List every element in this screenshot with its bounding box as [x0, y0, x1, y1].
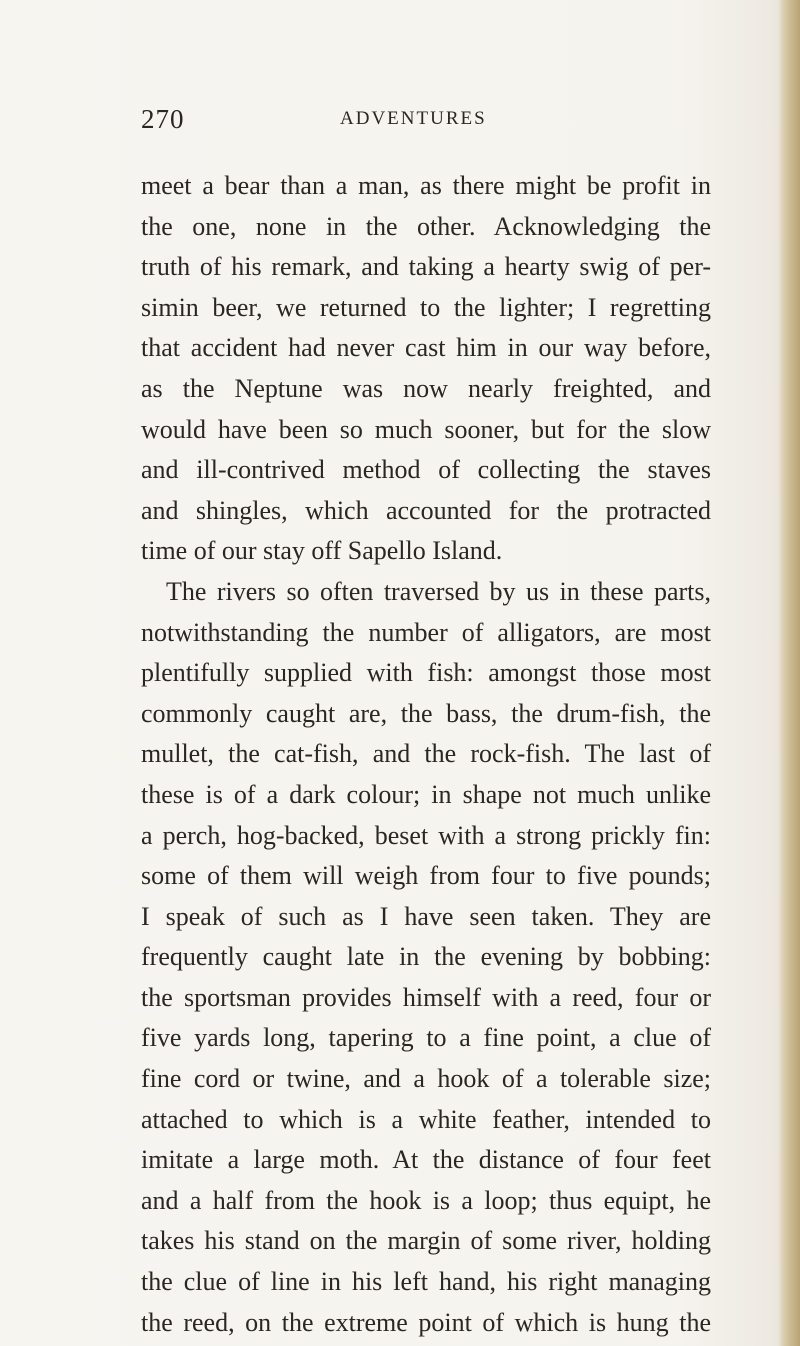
text-line: would have been so much sooner, but for the slow [141, 414, 711, 444]
text-line: some of them will weigh from four to five pounds; [141, 861, 711, 891]
text-line: attached to which is a white feather, intended to [141, 1104, 711, 1134]
text-line: simin beer, we returned to the lighter; I regretting [141, 292, 711, 322]
text-line: frequently caught late in the evening by bobbing: [141, 942, 711, 972]
text-line: mullet, the cat-fish, and the rock-fish. The last of [141, 739, 711, 769]
paragraph-end-line: time of our stay off Sapello Island. [141, 536, 503, 566]
text-line: the reed, on the extreme point of which is hung the [141, 1307, 711, 1337]
text-line: plentifully supplied with fish: amongst those most [141, 658, 711, 688]
page-number: 270 [141, 104, 185, 134]
text-line: and shingles, which accounted for the protracted [141, 495, 711, 525]
text-line: that accident had never cast him in our way before, [141, 333, 711, 363]
text-line: and a half from the hook is a loop; thus equipt, he [141, 1185, 711, 1215]
page-binding-edge [778, 0, 800, 1346]
text-line: takes his stand on the margin of some river, holding [141, 1226, 711, 1256]
text-line: truth of his remark, and taking a hearty swig of per- [141, 252, 711, 282]
text-line: imitate a large moth. At the distance of four feet [141, 1145, 711, 1175]
text-line: commonly caught are, the bass, the drum-fish, the [141, 698, 711, 728]
paragraph-start-line: The rivers so often traversed by us in these parts, [166, 576, 711, 606]
page-header [141, 100, 709, 140]
text-line: five yards long, tapering to a fine point, a clue of [141, 1023, 711, 1053]
text-line: meet a bear than a man, as there might be profit in [141, 171, 711, 200]
running-head: ADVENTURES [340, 108, 487, 129]
text-line: as the Neptune was now nearly freighted, and [141, 373, 711, 403]
text-line: fine cord or twine, and a hook of a tolerable size; [141, 1064, 711, 1094]
text-line: the clue of line in his left hand, his right managing [141, 1267, 711, 1297]
text-line: the one, none in the other. Acknowledging the [141, 211, 711, 241]
text-line: these is of a dark colour; in shape not much unlike [141, 779, 711, 809]
text-line: the sportsman provides himself with a reed, four or [141, 982, 711, 1012]
text-line: a perch, hog-backed, beset with a strong prickly fin: [141, 820, 711, 850]
text-line: notwithstanding the number of alligators, are most [141, 617, 711, 647]
text-line: I speak of such as I have seen taken. They are [141, 901, 711, 931]
body-text [141, 166, 711, 1343]
text-line: and ill-contrived method of collecting the staves [141, 455, 711, 485]
